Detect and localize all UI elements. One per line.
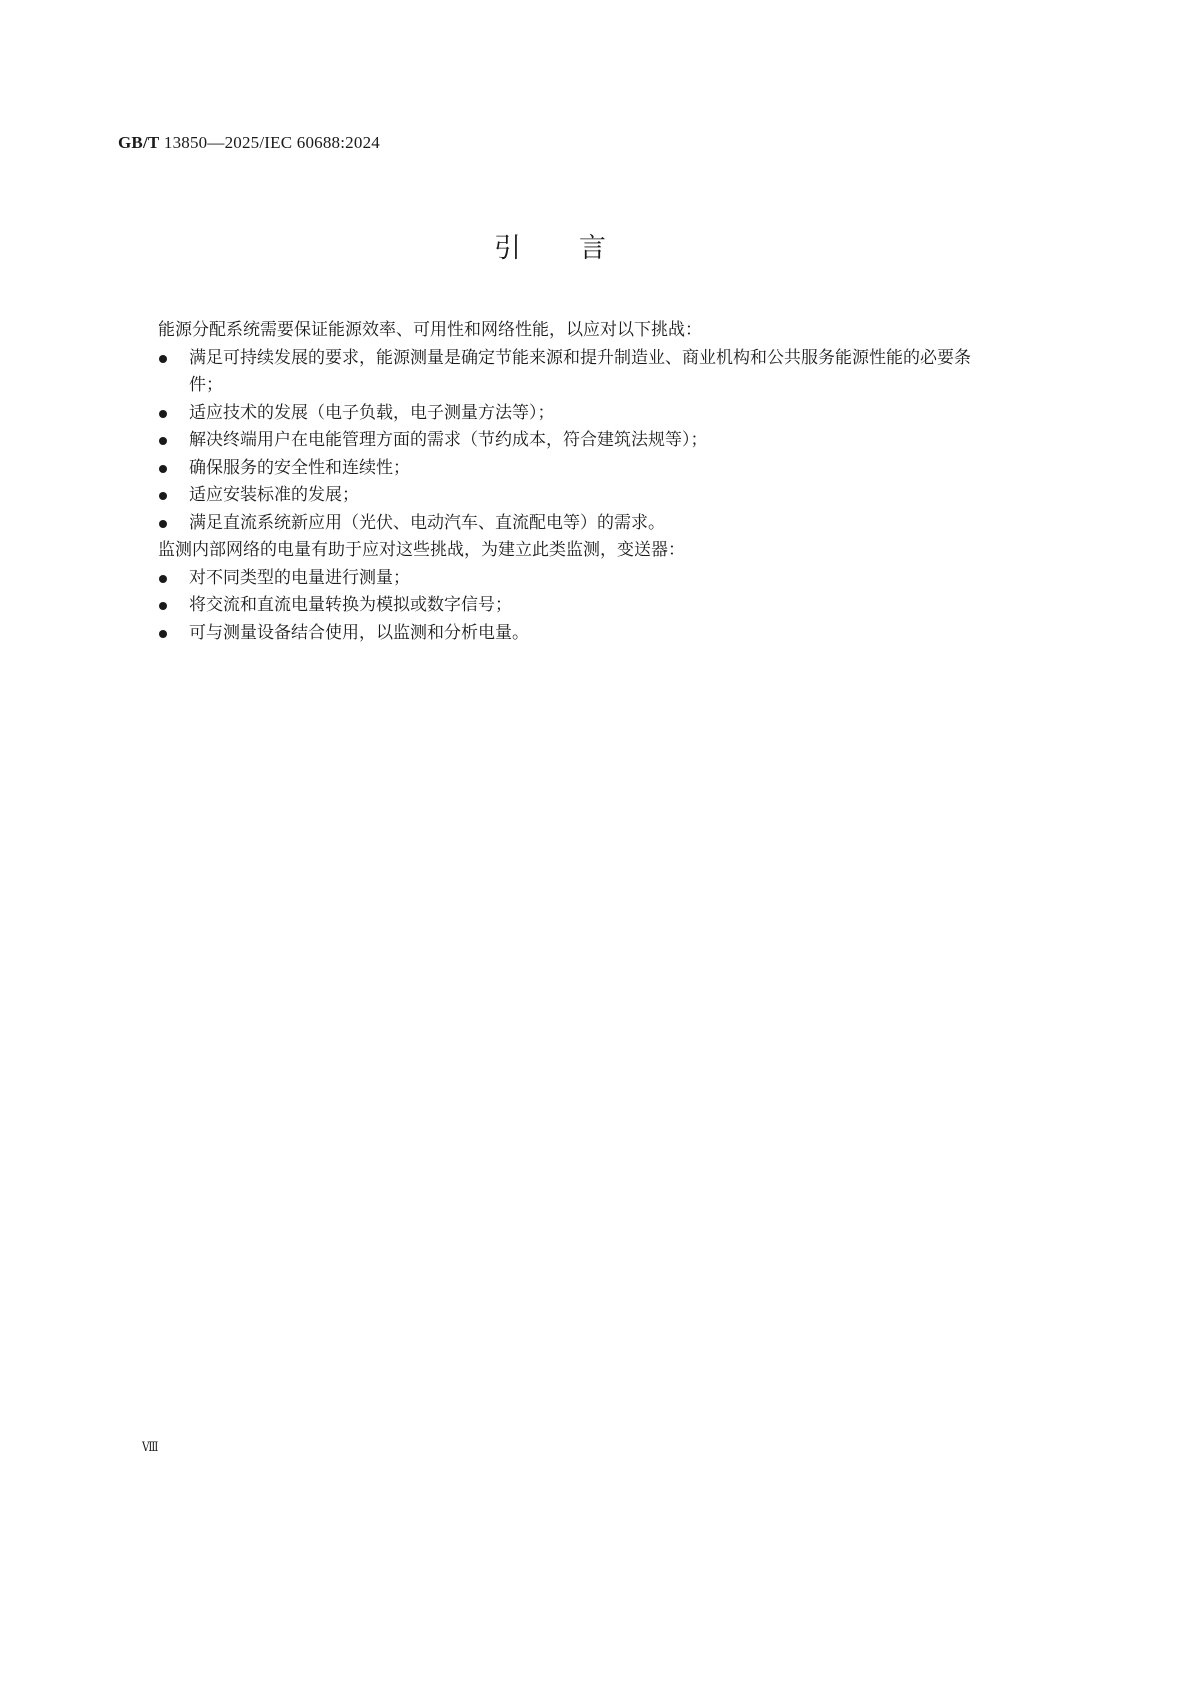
- list-item-text: 满足可持续发展的要求，能源测量是确定节能来源和提升制造业、商业机构和公共服务能源性能的必要条件；: [189, 347, 971, 395]
- list-item: [158, 400, 980, 428]
- intro-paragraph: 能源分配系统需要保证能源效率、可用性和网络性能，以应对以下挑战：: [158, 320, 702, 340]
- page-title: 引言: [494, 233, 664, 264]
- list-item-text: 满足直流系统新应用（光伏、电动汽车、直流配电等）的需求。: [189, 512, 665, 533]
- introduction-body: [158, 317, 980, 647]
- bullet-icon: [159, 437, 167, 445]
- document-header: [118, 133, 380, 153]
- challenges-list: [158, 345, 980, 538]
- list-item: [158, 427, 980, 455]
- list-item-text: 解决终端用户在电能管理方面的需求（节约成本，符合建筑法规等）；: [189, 430, 708, 450]
- list-item-text: 可与测量设备结合使用，以监测和分析电量。: [189, 622, 529, 643]
- bullet-icon: [159, 575, 167, 583]
- monitoring-paragraph: 监测内部网络的电量有助于应对这些挑战，为建立此类监测，变送器：: [158, 540, 685, 560]
- bullet-icon: [159, 492, 167, 500]
- bullet-icon: [159, 465, 167, 473]
- bullet-icon: [159, 355, 167, 363]
- bullet-icon: [159, 520, 167, 528]
- standard-prefix: GB/T: [118, 133, 160, 152]
- bullet-icon: [159, 630, 167, 638]
- transducer-list: [158, 565, 980, 648]
- list-item-text: 对不同类型的电量进行测量；: [189, 567, 410, 588]
- list-item: [158, 345, 980, 400]
- list-item: [158, 510, 980, 538]
- page-number: Ⅷ: [142, 1439, 159, 1454]
- bullet-icon: [159, 602, 167, 610]
- list-item-text: 将交流和直流电量转换为模拟或数字信号；: [189, 595, 512, 615]
- list-item: [158, 482, 980, 510]
- list-item: [158, 565, 980, 593]
- standard-number: 13850—2025/IEC 60688:2024: [159, 133, 380, 152]
- list-item-text: 适应技术的发展（电子负载，电子测量方法等）；: [189, 402, 555, 423]
- list-item-text: 适应安装标准的发展；: [189, 485, 359, 505]
- list-item-text: 确保服务的安全性和连续性；: [189, 457, 410, 478]
- bullet-icon: [159, 410, 167, 418]
- list-item: [158, 455, 980, 483]
- list-item: [158, 620, 980, 648]
- list-item: [158, 592, 980, 620]
